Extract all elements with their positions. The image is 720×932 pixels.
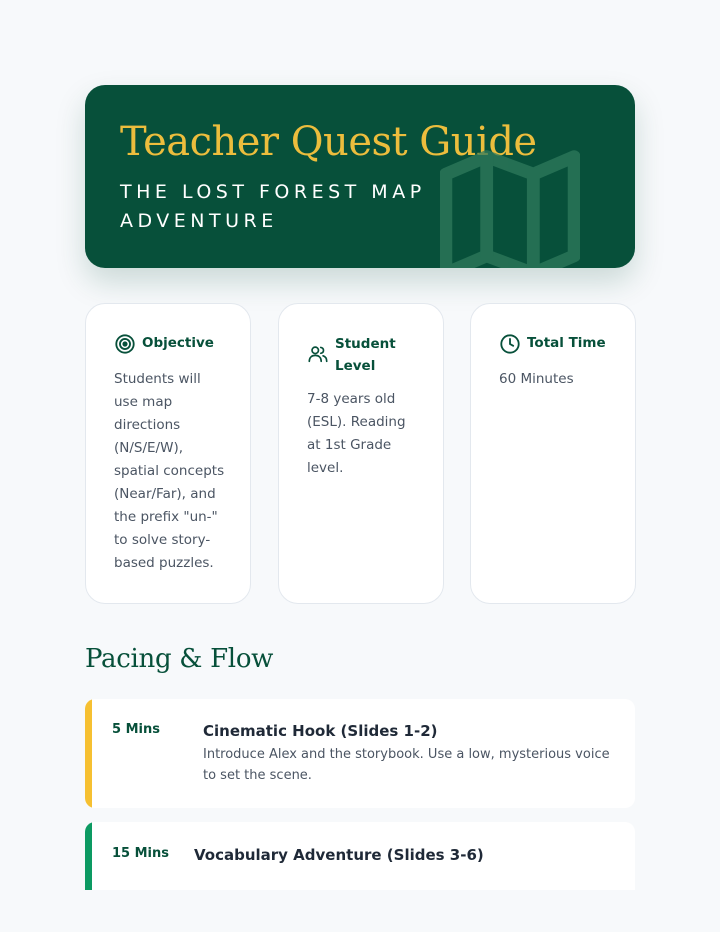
pacing-title: Vocabulary Adventure (Slides 3-6) xyxy=(194,846,484,864)
pacing-title: Cinematic Hook (Slides 1-2) xyxy=(203,722,438,740)
objective-card-header xyxy=(114,332,214,355)
objective-label: Objective xyxy=(142,335,214,351)
student-level-card-header xyxy=(307,333,405,377)
pacing-time: 5 Mins xyxy=(112,722,160,737)
pacing-accent-bar xyxy=(85,822,92,890)
users-icon xyxy=(307,343,329,365)
student-level-card xyxy=(278,303,444,604)
student-level-text: 7-8 years old (ESL). Reading at 1st Grade level. xyxy=(307,391,406,476)
student-level-label: Student Level xyxy=(335,336,396,374)
total-time-text: 60 Minutes xyxy=(499,371,574,387)
target-icon xyxy=(114,333,136,355)
pacing-item xyxy=(85,822,635,890)
pacing-section-title: Pacing & Flow xyxy=(85,644,274,674)
page-title: Teacher Quest Guide xyxy=(120,119,537,165)
page-subtitle: THE LOST FOREST MAP ADVENTURE xyxy=(120,181,426,232)
pacing-time: 15 Mins xyxy=(112,846,170,861)
clock-icon xyxy=(499,333,521,355)
pacing-description: Introduce Alex and the storybook. Use a low, mysterious voice to set the scene. xyxy=(203,747,610,783)
pacing-item xyxy=(85,699,635,808)
map-icon xyxy=(440,145,580,268)
objective-text: Students will use map directions (N/S/E/W), spatial concepts (Near/Far), and the prefix "un-" to solve story-based puzzles. xyxy=(114,371,225,571)
objective-card xyxy=(85,303,251,604)
pacing-accent-bar xyxy=(85,699,92,808)
total-time-card-header xyxy=(499,332,606,355)
hero-header xyxy=(85,85,635,268)
total-time-label: Total Time xyxy=(527,335,606,351)
total-time-card xyxy=(470,303,636,604)
